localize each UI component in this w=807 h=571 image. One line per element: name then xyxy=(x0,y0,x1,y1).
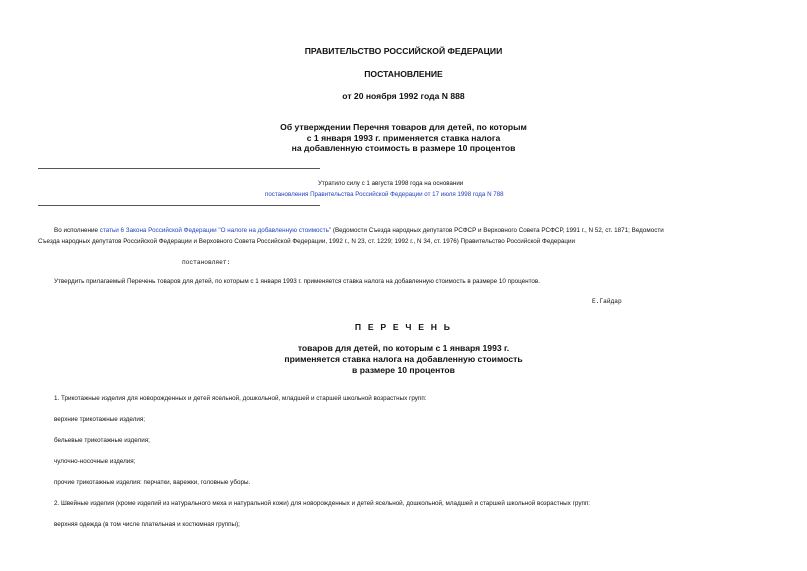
preamble-rest: (Ведомости Съезда народных депутатов РСФСР и Верховного Совета РСФСР, 1991 г., N 52, ст. 1871; Ведомости xyxy=(331,227,664,234)
decrees-text: постановляет: xyxy=(182,259,231,266)
preamble-line-2: Съезда народных депутатов Российской Федерации и Верховного Совета Российской Федерации, 1992 г., N 23, ст. 1229; 1992 г., N 34, ст. 1976) Правительство Российской Федерации xyxy=(38,238,576,245)
list-subtitle-3: в размере 10 процентов xyxy=(352,365,455,375)
doc-type-heading: ПОСТАНОВЛЕНИЕ xyxy=(364,69,443,79)
list-item: верхняя одежда (в том числе плательная и костюмная группы); xyxy=(54,521,240,528)
title-line-1: Об утверждении Перечня товаров для детей, по которым xyxy=(280,122,527,132)
list-item: 2. Швейные изделия (кроме изделий из натурального меха и натуральной кожи) для новорожденных и детей ясельной, дошкольной, младшей и старшей школьной возрастных групп: xyxy=(54,500,591,507)
list-subtitle-1: товаров для детей, по которым с 1 января 1993 г. xyxy=(297,343,510,353)
status-note-link[interactable]: постановления Правительства Российской Федерации от 17 июля 1998 года N 788 xyxy=(265,191,504,198)
signature: Е.Гайдар xyxy=(592,298,622,305)
preamble-line-1 xyxy=(54,227,664,234)
divider-bottom xyxy=(38,205,320,206)
date-number: от 20 ноября 1992 года N 888 xyxy=(342,91,465,101)
preamble-prefix: Во исполнение xyxy=(54,227,100,234)
divider-top xyxy=(38,168,320,169)
title-line-3: на добавленную стоимость в размере 10 процентов xyxy=(291,143,516,153)
law-article-link[interactable]: статьи 6 Закона Российской Федерации "О налоге на добавленную стоимость" xyxy=(99,227,332,234)
list-item: чулочно-носочные изделия; xyxy=(54,458,136,465)
title-line-2: с 1 января 1993 г. применяется ставка налога xyxy=(306,133,501,143)
list-item: бельевые трикотажные изделия; xyxy=(54,437,150,444)
status-note-line: Утратило силу с 1 августа 1998 года на основании xyxy=(318,180,464,187)
list-item: прочие трикотажные изделия: перчатки, варежки, головные уборы. xyxy=(54,479,251,486)
list-item: 1. Трикотажные изделия для новорожденных и детей ясельной, дошкольной, младшей и старшей школьной возрастных групп: xyxy=(54,395,427,402)
authority-heading: ПРАВИТЕЛЬСТВО РОССИЙСКОЙ ФЕДЕРАЦИИ xyxy=(304,46,503,56)
resolution-text: Утвердить прилагаемый Перечень товаров для детей, по которым с 1 января 1993 г. применяется ставка налога на добавленную стоимость в размере 10 процентов. xyxy=(54,278,541,285)
list-subtitle-2: применяется ставка налога на добавленную стоимость xyxy=(284,354,523,364)
list-heading: П Е Р Е Ч Е Н Ь xyxy=(354,322,453,332)
list-item: верхние трикотажные изделия; xyxy=(54,416,146,423)
